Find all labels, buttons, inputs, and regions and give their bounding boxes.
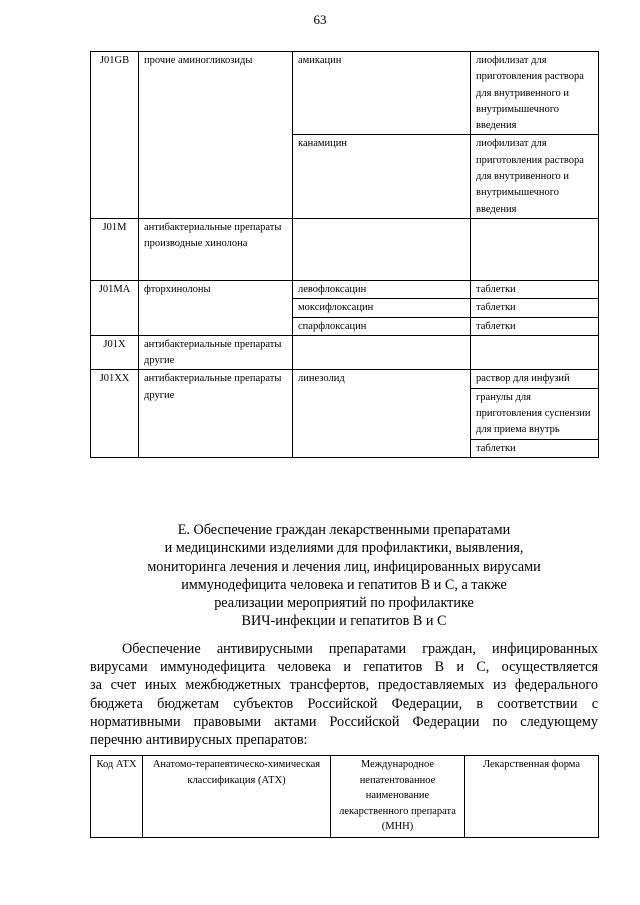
- dosage-form-cell: гранулы для приготовления суспензии для приема внутрь: [471, 388, 599, 439]
- heading-line: иммунодефицита человека и гепатитов В и С, а также: [181, 576, 507, 593]
- drug-table: [90, 51, 599, 458]
- drug-name-cell: линезолид: [293, 370, 471, 457]
- dosage-form-cell: лиофилизат для приготовления раствора для внутривенного и внутримышечного введения: [471, 135, 599, 218]
- heading-line: и медицинскими изделиями для профилактики, выявления,: [164, 540, 524, 557]
- paragraph-line: за счет иных межбюджетных трансфертов, предоставляемых из федерального: [90, 677, 598, 694]
- header-code-cell: Код АТХ: [91, 756, 143, 838]
- dosage-form-cell: лиофилизат для приготовления раствора для внутривенного и внутримышечного введения: [471, 52, 599, 135]
- drug-name-cell: канамицин: [293, 135, 471, 218]
- paragraph-line: перечню антивирусных препаратов:: [90, 731, 308, 748]
- heading-line: мониторинга лечения и лечения лиц, инфицированных вирусами: [147, 558, 541, 575]
- paragraph-line: бюджета бюджетам субъектов Российской Федерации, в соответствии с: [90, 695, 598, 712]
- atc-classification-cell: фторхинолоны: [139, 280, 293, 335]
- header-form-cell: Лекарственная форма: [465, 756, 599, 838]
- table-header-row: [91, 756, 599, 838]
- dosage-form-cell: таблетки: [471, 280, 599, 298]
- header-classification-cell: Анатомо-терапевтическо-химическая классификация (АТХ): [143, 756, 331, 838]
- dosage-form-cell: [471, 218, 599, 280]
- drug-name-cell: [293, 335, 471, 370]
- table-row: [91, 52, 599, 135]
- drug-name-cell: моксифлоксацин: [293, 299, 471, 317]
- heading-line: реализации мероприятий по профилактике: [214, 595, 474, 612]
- atc-code-cell: J01XX: [91, 370, 139, 457]
- atc-classification-cell: прочие аминогликозиды: [139, 52, 293, 219]
- paragraph-line: нормативными правовыми актами Российской Федерации по следующему: [90, 713, 598, 730]
- body-paragraph: [90, 640, 598, 749]
- heading-line: Е. Обеспечение граждан лекарственными препаратами: [177, 522, 511, 538]
- heading-line: ВИЧ-инфекции и гепатитов В и С: [241, 613, 447, 630]
- table-row: [91, 280, 599, 298]
- atc-classification-cell: антибактериальные препараты другие: [139, 370, 293, 457]
- dosage-form-cell: таблетки: [471, 317, 599, 335]
- dosage-form-cell: таблетки: [471, 439, 599, 457]
- atc-code-cell: J01GB: [91, 52, 139, 219]
- table-row: [91, 370, 599, 388]
- antiviral-table-header: [90, 755, 599, 838]
- atc-classification-cell: антибактериальные препараты другие: [139, 335, 293, 370]
- dosage-form-cell: [471, 335, 599, 370]
- atc-code-cell: J01X: [91, 335, 139, 370]
- atc-code-cell: J01MA: [91, 280, 139, 335]
- paragraph-line: вирусами иммунодефицита человека и гепатитов В и С, осуществляется: [90, 659, 598, 676]
- drug-name-cell: [293, 218, 471, 280]
- table-row: [91, 218, 599, 280]
- drug-name-cell: спарфлоксацин: [293, 317, 471, 335]
- atc-classification-cell: антибактериальные препараты производные хинолона: [139, 218, 293, 280]
- drug-name-cell: левофлоксацин: [293, 280, 471, 298]
- section-heading: [90, 521, 598, 631]
- table-row: [91, 335, 599, 370]
- paragraph-line: Обеспечение антивирусными препаратами граждан, инфицированных: [122, 641, 598, 657]
- header-name-cell: Международное непатентованное наименование лекарственного препарата (МНН): [331, 756, 465, 838]
- drug-name-cell: амикацин: [293, 52, 471, 135]
- atc-code-cell: J01M: [91, 218, 139, 280]
- dosage-form-cell: таблетки: [471, 299, 599, 317]
- dosage-form-cell: раствор для инфузий: [471, 370, 599, 388]
- page-number: 63: [313, 12, 327, 27]
